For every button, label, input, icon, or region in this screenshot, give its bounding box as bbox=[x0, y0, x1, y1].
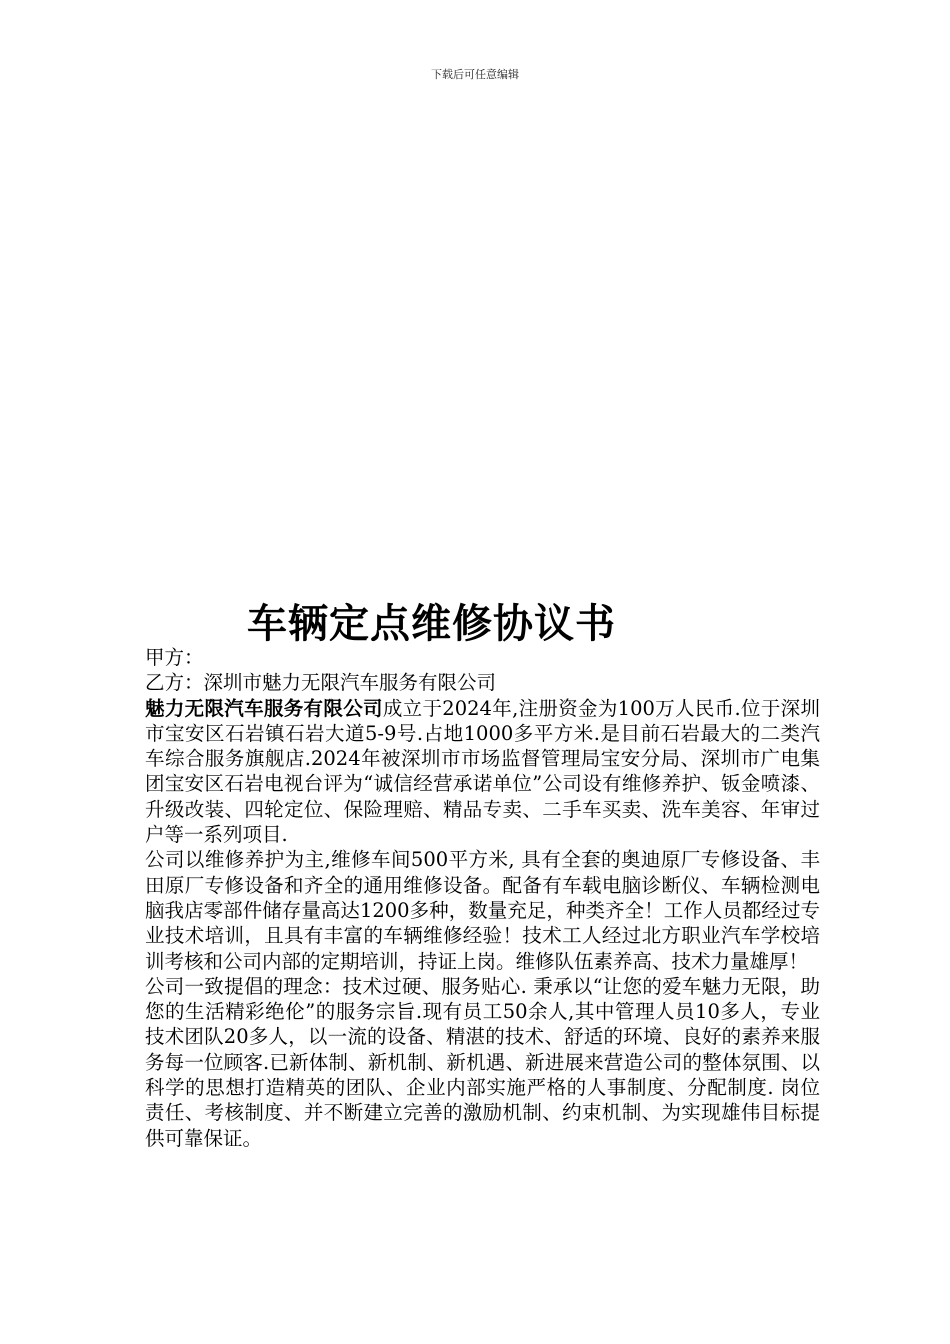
company-intro-paragraph bbox=[145, 696, 820, 848]
document-title: 车辆定点维修协议书 bbox=[247, 601, 616, 647]
page-header-note: 下载后可任意编辑 bbox=[431, 68, 519, 81]
philosophy-paragraph: 公司一致提倡的理念：技术过硬、服务贴心. 秉承以“让您的爱车魅力无限，助您的生活精彩绝伦”的服务宗旨.现有员工50余人,其中管理人员10多人，专业技术团队20多人，以一流的设备、精湛的技术、舒适的环境、良好的素养来服务每一位顾客.已新体制、新机制、新机遇、新进展来营造公司的整体氛围、以科学的思想打造精英的团队、企业内部实施严格的人事制度、分配制度. 岗位责任、考核制度、并不断建立完善的激励机制、约束机制、为实现雄伟目标提供可靠保证。 bbox=[145, 974, 820, 1150]
company-name-bold: 魅力无限汽车服务有限公司 bbox=[145, 696, 383, 720]
workshop-paragraph: 公司以维修养护为主,维修车间500平方米, 具有全套的奥迪原厂专修设备、丰田原厂专修设备和齐全的通用维修设备。配备有车载电脑诊断仪、车辆检测电脑我店零部件储存量高达1200多种，数量充足，种类齐全！工作人员都经过专业技术培训，且具有丰富的车辆维修经验！技术工人经过北方职业汽车学校培训考核和公司内部的定期培训，持证上岗。维修队伍素养高、技术力量雄厚！ bbox=[145, 848, 820, 973]
company-intro-text: 成立于2024年,注册资金为100万人民币.位于深圳市宝安区石岩镇石岩大道5-9号.占地1000多平方米.是目前石岩最大的二类汽车综合服务旗舰店.2024年被深圳市市场监督管理局宝安分局、深圳市广电集团宝安区石岩电视台评为“诚信经营承诺单位”公司设有维修养护、钣金喷漆、升级改装、四轮定位、保险理赔、精品专卖、二手车买卖、洗车美容、年审过户等一系列项目. bbox=[145, 696, 820, 847]
party-a-line: 甲方： bbox=[145, 646, 204, 669]
party-b-line: 乙方：深圳市魅力无限汽车服务有限公司 bbox=[145, 671, 497, 695]
document-body bbox=[145, 645, 820, 1151]
